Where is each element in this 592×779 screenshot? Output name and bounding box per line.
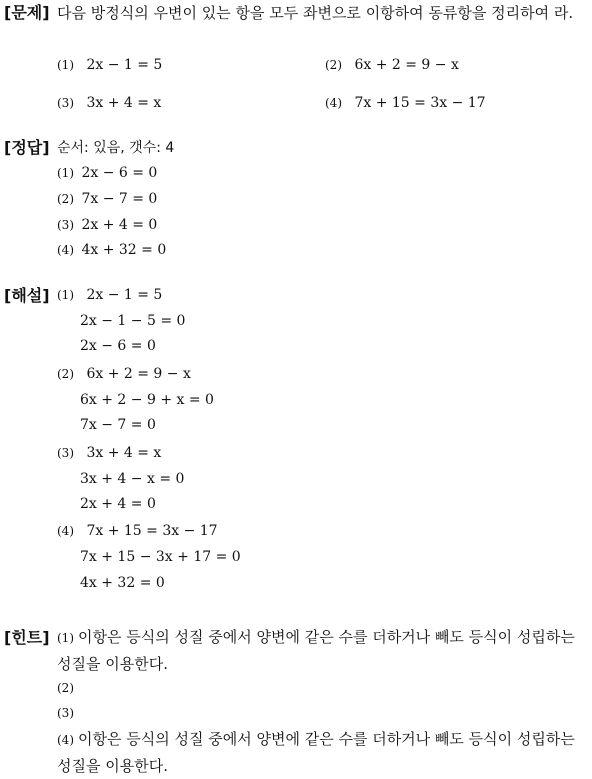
item-number: (2) — [325, 58, 342, 72]
problem-item-2 — [325, 55, 459, 75]
equation: 6x + 2 = 9 − x — [354, 57, 459, 73]
item-number: (4) — [325, 96, 342, 110]
equation: 2x + 4 = 0 — [81, 217, 158, 233]
equation-line: 2x − 1 = 5 — [86, 287, 163, 303]
hint-item-1 — [57, 624, 584, 677]
explanation-item-1 — [57, 285, 162, 305]
answer-summary: 순서: 있음, 갯수: 4 — [57, 140, 175, 156]
item-number: (3) — [57, 446, 74, 460]
problem-tag: [문제] — [4, 3, 50, 22]
equation: 4x + 32 = 0 — [81, 242, 167, 258]
equation-line: 7x + 15 = 3x − 17 — [86, 523, 218, 539]
item-number: (1) — [57, 631, 74, 645]
answer-item-2 — [57, 189, 157, 209]
equation: 7x − 7 = 0 — [81, 191, 158, 207]
hint-text: 이항은 등식의 성질 중에서 양변에 같은 수를 더하거나 빼도 등식이 성립하는 성질을 이용한다. — [57, 628, 575, 673]
item-number: (2) — [57, 681, 74, 695]
equation-line: 2x + 4 = 0 — [80, 496, 156, 512]
hint-item-4 — [57, 726, 584, 779]
equation: 2x − 1 = 5 — [86, 57, 163, 73]
item-number: (2) — [57, 367, 74, 381]
item-number: (3) — [57, 218, 74, 232]
item-number: (4) — [57, 733, 74, 747]
hint-tag: [힌트] — [4, 628, 50, 647]
explanation-item-3 — [57, 443, 161, 463]
problem-text: 다음 방정식의 우변이 있는 항을 모두 좌변으로 이항하여 동류항을 정리하여 라. — [57, 4, 574, 22]
explanation-tag: [해설] — [4, 286, 50, 305]
answer-item-1 — [57, 163, 157, 183]
problem-item-4 — [325, 93, 486, 113]
equation: 3x + 4 = x — [86, 95, 162, 111]
answer-tag: [정답] — [4, 138, 50, 157]
equation-line: 2x − 6 = 0 — [80, 338, 156, 354]
equation-line: 3x + 4 = x — [86, 445, 162, 461]
item-number: (4) — [57, 524, 74, 538]
hint-item-2 — [57, 678, 82, 698]
hint-text: 이항은 등식의 성질 중에서 양변에 같은 수를 더하거나 빼도 등식이 성립하는 성질을 이용한다. — [57, 730, 575, 775]
item-number: (4) — [57, 243, 74, 257]
item-number: (2) — [57, 192, 74, 206]
equation-line: 6x + 2 − 9 + x = 0 — [80, 392, 214, 408]
equation-line: 7x + 15 − 3x + 17 = 0 — [80, 549, 241, 565]
problem-item-1 — [57, 55, 162, 75]
equation: 7x + 15 = 3x − 17 — [354, 95, 486, 111]
item-number: (3) — [57, 706, 74, 720]
explanation-item-2 — [57, 364, 191, 384]
equation: 2x − 6 = 0 — [81, 165, 158, 181]
item-number: (1) — [57, 58, 74, 72]
answer-item-3 — [57, 215, 157, 235]
item-number: (1) — [57, 166, 74, 180]
equation-line: 3x + 4 − x = 0 — [80, 471, 185, 487]
hint-item-3 — [57, 703, 82, 723]
equation-line: 6x + 2 = 9 − x — [86, 366, 191, 382]
answer-item-4 — [57, 240, 166, 260]
equation-line: 2x − 1 − 5 = 0 — [80, 313, 186, 329]
item-number: (1) — [57, 288, 74, 302]
problem-item-3 — [57, 93, 161, 113]
equation-line: 7x − 7 = 0 — [80, 417, 156, 433]
explanation-item-4 — [57, 521, 218, 541]
equation-line: 4x + 32 = 0 — [80, 575, 165, 591]
item-number: (3) — [57, 96, 74, 110]
